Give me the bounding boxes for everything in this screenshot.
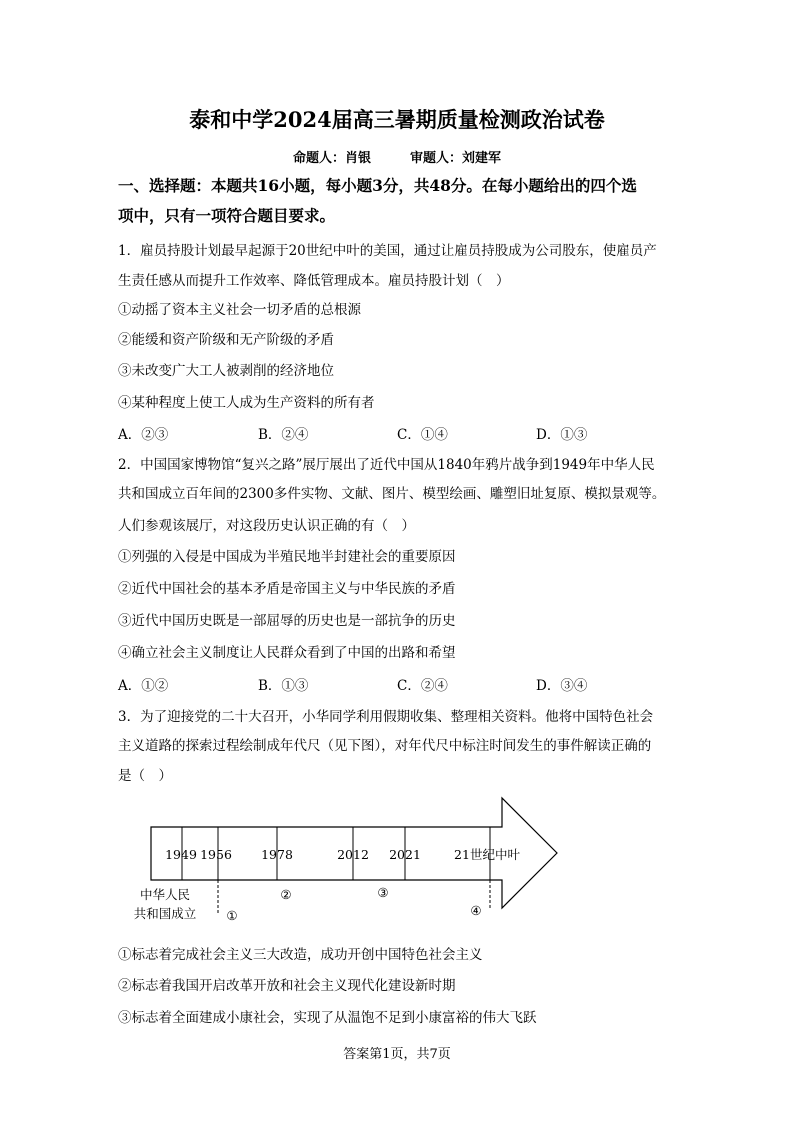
question-1-stem: 1．雇员持股计划最早起源于20世纪中叶的美国，通过让雇员持股成为公司股东，使雇员产 bbox=[118, 243, 657, 259]
question-3-stem: 主义道路的探索过程绘制成年代尺（见下图），对年代尺中标注时间发生的事件解读正确的 bbox=[118, 738, 652, 754]
section-heading: 项中，只有一项符合题目要求。 bbox=[118, 206, 336, 225]
question-3-item: ②标志着我国开启改革开放和社会主义现代化建设新时期 bbox=[118, 978, 456, 994]
page-title: 泰和中学2024届高三暑期质量检测政治试卷 bbox=[189, 107, 605, 132]
question-2-item: ③近代中国历史既是一部屈辱的历史也是一部抗争的历史 bbox=[118, 613, 456, 629]
question-1-stem: 生责任感从而提升工作效率、降低管理成本。雇员持股计划（ ） bbox=[118, 273, 510, 289]
marker-3: ③ bbox=[377, 885, 389, 900]
option-b: B．①③ bbox=[258, 678, 309, 694]
marker-1: ① bbox=[226, 908, 238, 923]
question-3-item: ①标志着完成社会主义三大改造，成功开创中国特色社会主义 bbox=[118, 947, 483, 963]
marker-4: ④ bbox=[470, 903, 482, 918]
option-d: D．③④ bbox=[536, 678, 588, 694]
option-b: B．②④ bbox=[258, 427, 309, 443]
option-a: A．②③ bbox=[118, 427, 169, 443]
year-label: 2012 bbox=[337, 847, 369, 862]
option-a: A．①② bbox=[118, 678, 169, 694]
question-2-item: ④确立社会主义制度让人民群众看到了中国的出路和希望 bbox=[118, 645, 456, 661]
question-2-stem: 2．中国国家博物馆“复兴之路”展厅展出了近代中国从1840年鸦片战争到1949年中华人民 bbox=[118, 457, 655, 473]
question-2-stem: 人们参观该展厅，对这段历史认识正确的有（ ） bbox=[118, 518, 415, 534]
question-2-stem: 共和国成立百年间的2300多件实物、文献、图片、模型绘画、雕塑旧址复原、模拟景观等。 bbox=[118, 486, 666, 502]
timeline-ticks bbox=[182, 827, 490, 915]
year-label: 1978 bbox=[261, 847, 293, 862]
year-label: 2021 bbox=[389, 847, 421, 862]
year-label: 21世纪中叶 bbox=[454, 847, 520, 862]
question-2-item: ①列强的入侵是中国成为半殖民地半封建社会的重要原因 bbox=[118, 549, 456, 565]
authors: 命题人：肖银 审题人：刘建军 bbox=[292, 151, 501, 166]
year-label: 1949 bbox=[165, 847, 197, 862]
page-footer: 答案第1页，共7页 bbox=[343, 1047, 451, 1062]
question-3-stem: 是（ ） bbox=[118, 768, 172, 784]
question-1-item: ③未改变广大工人被剥削的经济地位 bbox=[118, 363, 334, 379]
question-1-item: ②能缓和资产阶级和无产阶级的矛盾 bbox=[118, 332, 334, 348]
question-1-item: ①动摇了资本主义社会一切矛盾的总根源 bbox=[118, 302, 361, 318]
timeline-caption: 中华人民 bbox=[139, 887, 191, 902]
option-c: C．②④ bbox=[397, 678, 448, 694]
option-d: D．①③ bbox=[536, 427, 588, 443]
option-c: C．①④ bbox=[397, 427, 448, 443]
question-1-item: ④某种程度上使工人成为生产资料的所有者 bbox=[118, 395, 375, 411]
question-3-item: ③标志着全面建成小康社会，实现了从温饱不足到小康富裕的伟大飞跃 bbox=[118, 1010, 537, 1026]
timeline-caption: 共和国成立 bbox=[133, 906, 197, 921]
question-2-item: ②近代中国社会的基本矛盾是帝国主义与中华民族的矛盾 bbox=[118, 581, 456, 597]
section-heading: 一、选择题：本题共16小题，每小题3分，共48分。在每小题给出的四个选 bbox=[118, 176, 637, 195]
marker-2: ② bbox=[280, 887, 292, 902]
year-label: 1956 bbox=[200, 847, 232, 862]
question-3-stem: 3．为了迎接党的二十大召开，小华同学利用假期收集、整理相关资料。他将中国特色社会 bbox=[118, 709, 654, 725]
